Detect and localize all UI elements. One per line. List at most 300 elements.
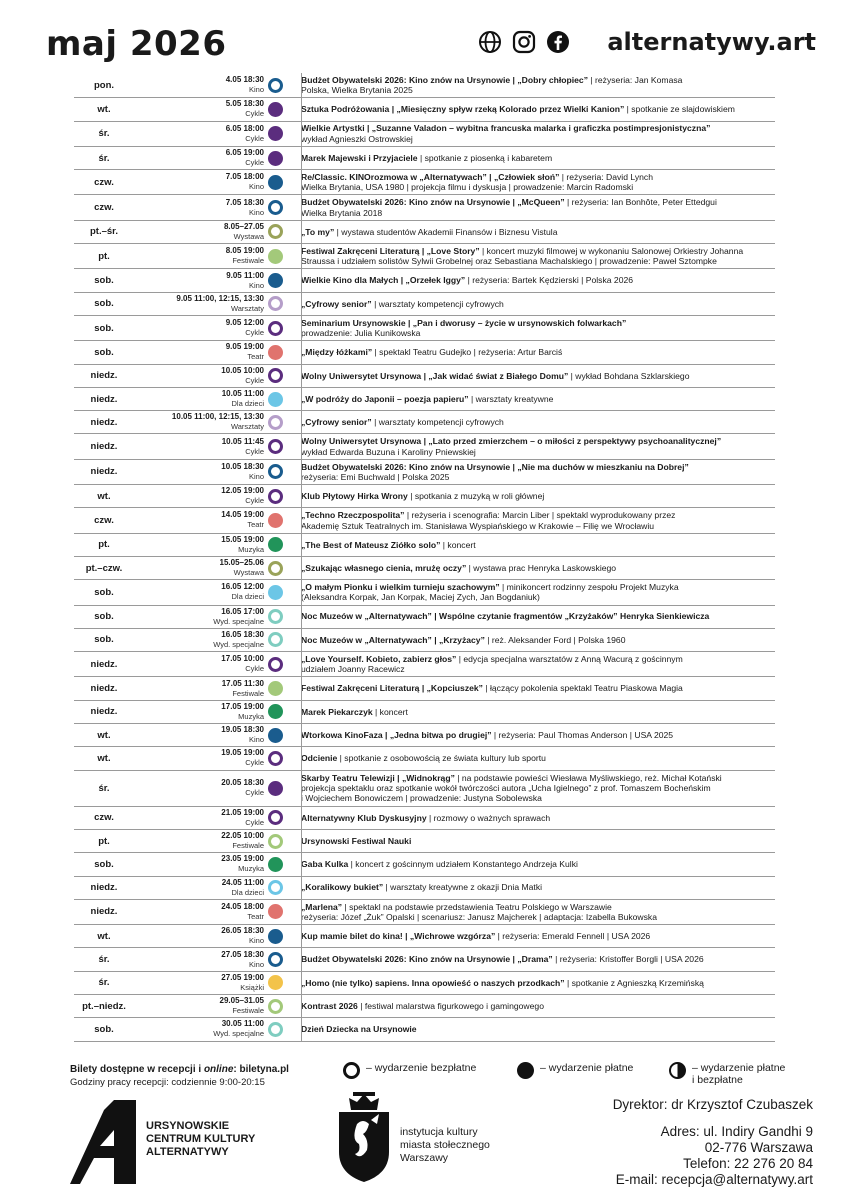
event-datetime bbox=[134, 996, 268, 1016]
tickets-prefix: Bilety dostępne w recepcji i bbox=[70, 1064, 204, 1075]
event-date: 7.05 18:00 bbox=[225, 172, 264, 182]
event-day: śr. bbox=[98, 782, 110, 794]
row-divider bbox=[301, 557, 302, 579]
event-title: Festiwal Zakręceni Literaturą | „Love Story” bbox=[301, 245, 480, 256]
event-details-line2: wykład Agnieszki Ostrowskiej bbox=[301, 133, 413, 144]
event-description bbox=[291, 580, 775, 605]
event-date: 12.05 19:00 bbox=[221, 486, 264, 496]
free-event-icon bbox=[268, 880, 283, 895]
row-divider bbox=[301, 580, 302, 604]
event-date: 6.05 19:00 bbox=[225, 148, 264, 158]
event-description bbox=[291, 952, 775, 966]
event-title: „The Best of Mateusz Ziółko solo” bbox=[301, 539, 441, 550]
row-divider bbox=[301, 677, 302, 699]
event-date: 10.05 10:00 bbox=[221, 365, 264, 375]
row-divider bbox=[301, 771, 302, 806]
instagram-icon[interactable] bbox=[512, 30, 536, 54]
event-row bbox=[74, 925, 775, 948]
event-details: | reż. Aleksander Ford | Polska 1960 bbox=[484, 634, 626, 645]
event-row bbox=[74, 701, 775, 724]
event-row bbox=[74, 807, 775, 830]
event-details: | reżyseria: Jan Komasa bbox=[588, 74, 683, 85]
paid-event-icon bbox=[268, 126, 283, 141]
event-row bbox=[74, 147, 775, 170]
email[interactable]: E-mail: recepcja@alternatywy.art bbox=[615, 1172, 813, 1187]
event-category: Kino bbox=[248, 182, 264, 192]
event-row bbox=[74, 853, 775, 876]
event-datetime bbox=[134, 725, 268, 745]
event-title: Kup mamie bilet do kina! | „Wichrowe wzgórza” bbox=[301, 931, 496, 942]
event-datetime bbox=[134, 246, 268, 266]
event-row bbox=[74, 195, 775, 220]
event-description bbox=[291, 434, 775, 459]
event-datetime bbox=[134, 808, 268, 828]
event-details: | warsztaty kompetencji cyfrowych bbox=[371, 417, 504, 428]
event-description bbox=[291, 102, 775, 116]
event-title: Ursynowski Festiwal Nauki bbox=[301, 835, 412, 846]
event-day: śr. bbox=[98, 977, 110, 989]
event-category: Kino bbox=[248, 280, 264, 290]
event-details: | łączący pokolenia spektakl Teatru Piaskowa Magia bbox=[482, 683, 683, 694]
event-date: 22.05 10:00 bbox=[221, 831, 264, 841]
event-description bbox=[291, 244, 775, 269]
legend-paid-label: – wydarzenie płatne bbox=[540, 1062, 634, 1074]
event-datetime bbox=[134, 902, 268, 922]
free-event-icon bbox=[268, 224, 283, 239]
event-category: Cykle bbox=[245, 446, 264, 456]
event-datetime bbox=[134, 950, 268, 970]
event-category: Wystawa bbox=[233, 568, 264, 578]
event-datetime bbox=[134, 582, 268, 602]
event-date: 17.05 11:30 bbox=[221, 678, 264, 688]
event-datetime bbox=[134, 389, 268, 409]
event-details-line2: Wielka Brytania, USA 1980 | projekcja filmu i dyskusja | prowadzenie: Marcin Radomski bbox=[301, 182, 634, 193]
event-category: Muzyka bbox=[238, 711, 264, 721]
event-details: | spotkanie z piosenką i kabaretem bbox=[417, 152, 553, 163]
event-datetime bbox=[134, 510, 268, 530]
event-description bbox=[291, 273, 775, 287]
event-category: Kino bbox=[248, 85, 264, 95]
row-divider bbox=[301, 411, 302, 433]
paid-event-icon bbox=[268, 585, 283, 600]
event-details: | spotkanie z osobowością ze świata kultury lub sportu bbox=[337, 753, 546, 764]
event-category: Cykle bbox=[245, 788, 264, 798]
event-description bbox=[291, 705, 775, 719]
row-divider bbox=[301, 365, 302, 387]
event-category: Muzyka bbox=[238, 544, 264, 554]
event-description bbox=[291, 728, 775, 742]
free-event-icon bbox=[268, 609, 283, 624]
warsaw-crest-icon bbox=[335, 1090, 393, 1182]
event-datetime bbox=[134, 748, 268, 768]
paid-event-icon bbox=[517, 1062, 534, 1079]
event-title: Skarby Teatru Telewizji | „Widnokrąg” bbox=[301, 772, 455, 783]
event-category: Kino bbox=[248, 207, 264, 217]
row-divider bbox=[301, 195, 302, 219]
event-day: śr. bbox=[98, 152, 110, 164]
event-description bbox=[291, 508, 775, 533]
event-datetime bbox=[134, 412, 268, 432]
event-date: 27.05 19:00 bbox=[221, 972, 264, 982]
event-day: sob. bbox=[94, 1023, 114, 1035]
event-category: Cykle bbox=[245, 133, 264, 143]
event-day: czw. bbox=[94, 514, 114, 526]
row-divider bbox=[301, 995, 302, 1017]
event-row bbox=[74, 948, 775, 971]
event-category: Wyd. specjalne bbox=[213, 616, 264, 626]
event-day: czw. bbox=[94, 176, 114, 188]
free-event-icon bbox=[268, 368, 283, 383]
event-datetime bbox=[134, 198, 268, 218]
event-title: „To my” bbox=[301, 226, 335, 237]
event-title: Budżet Obywatelski 2026: Kino znów na Ursynowie | „Dobry chłopiec” bbox=[301, 74, 589, 85]
event-title: Budżet Obywatelski 2026: Kino znów na Ursynowie | „Nie ma duchów w mieszkaniu na Dobrej” bbox=[301, 461, 689, 472]
event-title: „Love Yourself. Kobieto, zabierz głos” bbox=[301, 653, 457, 664]
event-day: niedz. bbox=[90, 416, 118, 428]
event-day: sob. bbox=[94, 586, 114, 598]
director: Dyrektor: dr Krzysztof Czubaszek bbox=[612, 1097, 813, 1112]
event-date: 23.05 19:00 bbox=[221, 854, 264, 864]
event-row bbox=[74, 269, 775, 292]
event-datetime bbox=[134, 486, 268, 506]
event-date: 15.05 19:00 bbox=[221, 534, 264, 544]
address-city: 02-776 Warszawa bbox=[704, 1140, 813, 1155]
address-street: Adres: ul. Indiry Gandhi 9 bbox=[660, 1124, 813, 1139]
event-category: Dla dzieci bbox=[231, 399, 264, 408]
event-details: | spektakl Teatru Gudejko | reżyseria: Artur Barciś bbox=[372, 347, 563, 358]
event-datetime bbox=[134, 630, 268, 650]
event-category: Wyd. specjalne bbox=[213, 1029, 264, 1039]
event-details: | reżyseria: David Lynch bbox=[559, 171, 653, 182]
event-description bbox=[291, 225, 775, 239]
free-event-icon bbox=[343, 1062, 360, 1079]
row-divider bbox=[301, 724, 302, 746]
row-divider bbox=[301, 900, 302, 924]
event-datetime bbox=[134, 75, 268, 95]
event-date: 10.05 11:45 bbox=[221, 436, 264, 446]
event-title: Festiwal Zakręceni Literaturą | „Kopciuszek” bbox=[301, 683, 483, 694]
event-category: Festiwale bbox=[232, 256, 264, 266]
row-divider bbox=[301, 948, 302, 970]
event-date: 10.05 11:00 bbox=[221, 389, 264, 398]
event-description bbox=[291, 633, 775, 647]
event-category: Kino bbox=[248, 471, 264, 481]
tickets-link[interactable]: : biletyna.pl bbox=[233, 1064, 289, 1075]
event-title: Marek Majewski i Przyjaciele bbox=[301, 152, 418, 163]
event-description bbox=[291, 652, 775, 677]
event-row bbox=[74, 606, 775, 629]
event-title: „Homo (nie tylko) sapiens. Inna opowieść o naszych przodkach” bbox=[301, 977, 565, 988]
row-divider bbox=[301, 606, 302, 628]
event-details-line2: Akademię Sztuk Teatralnych im. Stanisława Wyspiańskiego w Krakowie – Filię we Wrocławiu bbox=[301, 520, 655, 531]
month-title: maj 2026 bbox=[46, 24, 227, 64]
facebook-icon[interactable] bbox=[546, 30, 570, 54]
event-day: wt. bbox=[97, 930, 111, 942]
event-date: 8.05–27.05 bbox=[223, 221, 264, 231]
event-row bbox=[74, 724, 775, 747]
event-title: „W podróży do Japonii – poezja papieru” bbox=[301, 393, 469, 404]
event-row bbox=[74, 244, 775, 269]
event-category: Cykle bbox=[245, 109, 264, 119]
event-row bbox=[74, 293, 775, 316]
event-row bbox=[74, 341, 775, 364]
event-row bbox=[74, 434, 775, 459]
event-details-line2: (Aleksandra Korpak, Jan Korpak, Maciej Zych, Jan Bogdaniuk) bbox=[301, 592, 540, 603]
event-category: Dla dzieci bbox=[231, 592, 264, 602]
event-date: 21.05 19:00 bbox=[221, 807, 264, 817]
row-divider bbox=[301, 98, 302, 120]
event-row bbox=[74, 652, 775, 677]
event-day: niedz. bbox=[90, 441, 118, 453]
event-category: Cykle bbox=[245, 375, 264, 385]
event-title: Klub Płytowy Hirka Wrony bbox=[301, 490, 408, 501]
event-title: „Techno Rzeczpospolita” bbox=[301, 510, 405, 521]
paid-event-icon bbox=[268, 929, 283, 944]
event-details: | reżyseria: Bartek Kędzierski | Polska 2026 bbox=[465, 275, 634, 286]
event-description bbox=[291, 811, 775, 825]
event-details: | reżyseria i scenografia: Marcin Liber | spektakl wyprodukowany przez bbox=[404, 510, 676, 521]
paid-event-icon bbox=[268, 681, 283, 696]
event-details: | wystawa prac Henryka Laskowskiego bbox=[466, 562, 617, 573]
event-description bbox=[291, 976, 775, 990]
event-category: Warsztaty bbox=[230, 422, 264, 432]
event-day: wt. bbox=[97, 729, 111, 741]
legend-free-label: – wydarzenie bezpłatne bbox=[366, 1062, 477, 1074]
row-divider bbox=[301, 1018, 302, 1040]
row-divider bbox=[301, 269, 302, 291]
event-details-line2: reżyseria: Józef „Żuk” Opalski | scenariusz: Janusz Majcherek | adaptacja: Izabella Bukowska bbox=[301, 911, 658, 922]
event-date: 14.05 19:00 bbox=[221, 510, 264, 520]
paid-event-icon bbox=[268, 728, 283, 743]
event-description bbox=[291, 929, 775, 943]
event-day: niedz. bbox=[90, 882, 118, 894]
event-day: pt.–niedz. bbox=[82, 1000, 126, 1012]
event-title: Gaba Kulka bbox=[301, 859, 349, 870]
event-title: Wtorkowa KinoFaza | „Jedna bitwa po drugiej” bbox=[301, 729, 492, 740]
paid-event-icon bbox=[268, 704, 283, 719]
event-details: | wykład Bohdana Szklarskiego bbox=[568, 370, 690, 381]
event-row bbox=[74, 1018, 775, 1041]
free-event-icon bbox=[268, 657, 283, 672]
event-row bbox=[74, 98, 775, 121]
event-description bbox=[291, 151, 775, 165]
event-day: sob. bbox=[94, 634, 114, 646]
event-details: | spotkanie z Agnieszką Krzemińską bbox=[564, 977, 704, 988]
event-date: 19.05 18:30 bbox=[221, 725, 264, 735]
event-category: Cykle bbox=[245, 158, 264, 168]
event-date: 19.05 19:00 bbox=[221, 748, 264, 758]
event-title: „Koralikowy bukiet” bbox=[301, 882, 384, 893]
paid-event-icon bbox=[268, 345, 283, 360]
paid-event-icon bbox=[268, 513, 283, 528]
event-datetime bbox=[134, 172, 268, 192]
row-divider bbox=[301, 244, 302, 268]
free-event-icon bbox=[268, 999, 283, 1014]
event-title: Wolny Uniwersytet Ursynowa | „Jak widać świat z Białego Domu” bbox=[301, 370, 569, 381]
event-row bbox=[74, 747, 775, 770]
event-day: wt. bbox=[97, 103, 111, 115]
row-divider bbox=[301, 221, 302, 243]
event-details: | festiwal malarstwa figurkowego i gamingowego bbox=[357, 1000, 544, 1011]
event-day: niedz. bbox=[90, 370, 118, 382]
event-day: niedz. bbox=[90, 393, 118, 405]
event-day: wt. bbox=[97, 490, 111, 502]
event-details: | spektakl na podstawie przedstawienia Teatru Polskiego w Warszawie bbox=[342, 901, 612, 912]
event-day: śr. bbox=[98, 954, 110, 966]
event-datetime bbox=[134, 702, 268, 722]
event-details-line2: reżyseria: Emi Buchwald | Polska 2025 bbox=[301, 471, 450, 482]
row-divider bbox=[301, 485, 302, 507]
event-day: pt.–czw. bbox=[85, 562, 123, 574]
event-category: Teatr bbox=[247, 352, 264, 362]
event-details: | warsztaty kreatywne z okazji Dnia Matki bbox=[383, 882, 543, 893]
event-description bbox=[291, 857, 775, 871]
event-title: Seminarium Ursynowskie | „Pan i dworusy – życie w ursynowskich folwarkach” bbox=[301, 317, 627, 328]
free-event-icon bbox=[268, 78, 283, 93]
paid-event-icon bbox=[268, 151, 283, 166]
event-day: sob. bbox=[94, 298, 114, 310]
event-date: 24.05 18:00 bbox=[221, 901, 264, 911]
event-date: 15.05–25.06 bbox=[219, 558, 264, 568]
event-row bbox=[74, 534, 775, 557]
event-date: 9.05 11:00 bbox=[226, 270, 264, 280]
event-row bbox=[74, 995, 775, 1018]
event-datetime bbox=[134, 462, 268, 482]
event-title: „Między łóżkami” bbox=[301, 347, 373, 358]
paid-event-icon bbox=[268, 781, 283, 796]
event-date: 16.05 18:30 bbox=[221, 629, 264, 639]
event-day: pt. bbox=[98, 835, 110, 847]
event-datetime bbox=[134, 558, 268, 578]
event-category: Cykle bbox=[245, 496, 264, 506]
event-day: śr. bbox=[98, 128, 110, 140]
ucka-logo-icon bbox=[70, 1100, 136, 1184]
row-divider bbox=[301, 147, 302, 169]
event-details-line2: wykład Edwarda Buzuna i Karoliny Pniewskiej bbox=[301, 446, 476, 457]
event-date: 30.05 11:00 bbox=[221, 1019, 264, 1029]
event-details-line2: prowadzenie: Julia Kunikowska bbox=[301, 328, 421, 339]
institution-note: instytucja kultury miasta stołecznego Warszawy bbox=[400, 1126, 490, 1164]
event-date: 20.05 18:30 bbox=[221, 778, 264, 788]
event-details: | edycja specjalna warsztatów z Anną Wacurą z gościnnym bbox=[456, 653, 683, 664]
free-event-icon bbox=[268, 200, 283, 215]
event-date: 9.05 11:00, 12:15, 13:30 bbox=[176, 293, 264, 303]
event-category: Kino bbox=[248, 735, 264, 745]
event-category: Wystawa bbox=[233, 231, 264, 241]
row-divider bbox=[301, 747, 302, 769]
event-datetime bbox=[134, 654, 268, 674]
event-date: 29.05–31.05 bbox=[219, 996, 264, 1006]
event-details: | reżyseria: Kristoffer Borgli | USA 2026 bbox=[552, 954, 704, 965]
event-title: Wielkie Artystki | „Suzanne Valadon – wybitna francuska malarka i graficzka postimpresjonistyczna” bbox=[301, 123, 711, 134]
event-date: 5.05 18:30 bbox=[225, 99, 264, 109]
ticket-info bbox=[70, 1064, 289, 1088]
event-title: Noc Muzeów w „Alternatywach” | „Krzyżacy” bbox=[301, 634, 485, 645]
event-row bbox=[74, 388, 775, 411]
mixed-event-icon bbox=[669, 1062, 686, 1079]
event-row bbox=[74, 170, 775, 195]
row-divider bbox=[301, 122, 302, 146]
event-category: Warsztaty bbox=[230, 303, 264, 313]
event-title: „Szukając własnego cienia, mrużę oczy” bbox=[301, 562, 467, 573]
event-category: Wyd. specjalne bbox=[213, 639, 264, 649]
event-title: Marek Piekarczyk bbox=[301, 706, 373, 717]
event-date: 9.05 12:00 bbox=[225, 318, 264, 328]
paid-event-icon bbox=[268, 249, 283, 264]
event-title: Re/Classic. KINOrozmowa w „Alternatywach” | „Człowiek słoń” bbox=[301, 171, 560, 182]
free-event-icon bbox=[268, 810, 283, 825]
event-details: | koncert bbox=[440, 539, 476, 550]
row-divider bbox=[301, 316, 302, 340]
event-details: | koncert muzyki filmowej w wykonaniu Salonowej Orkiestry Johanna bbox=[479, 245, 744, 256]
event-date: 17.05 10:00 bbox=[221, 654, 264, 664]
event-description bbox=[291, 771, 775, 806]
event-date: 6.05 18:00 bbox=[225, 123, 264, 133]
paid-event-icon bbox=[268, 904, 283, 919]
event-category: Książki bbox=[240, 982, 264, 992]
event-row bbox=[74, 508, 775, 533]
paid-event-icon bbox=[268, 857, 283, 872]
row-divider bbox=[301, 925, 302, 947]
event-row bbox=[74, 411, 775, 434]
event-title: „O małym Pionku i wielkim turnieju szachowym” bbox=[301, 581, 500, 592]
event-date: 17.05 19:00 bbox=[221, 701, 264, 711]
free-event-icon bbox=[268, 489, 283, 504]
event-description bbox=[291, 316, 775, 341]
event-description bbox=[291, 538, 775, 552]
event-datetime bbox=[134, 973, 268, 993]
row-divider bbox=[301, 434, 302, 458]
event-description bbox=[291, 460, 775, 485]
event-details: | koncert z gościnnym udziałem Konstantego Andrzeja Kulki bbox=[348, 859, 578, 870]
event-category: Cykle bbox=[245, 817, 264, 827]
event-row bbox=[74, 316, 775, 341]
event-category: Festiwale bbox=[232, 688, 264, 698]
event-date: 8.05 19:00 bbox=[225, 246, 264, 256]
event-datetime bbox=[134, 679, 268, 699]
event-datetime bbox=[134, 148, 268, 168]
globe-icon[interactable] bbox=[478, 30, 502, 54]
event-datetime bbox=[134, 271, 268, 291]
event-day: pt. bbox=[98, 539, 110, 551]
row-divider bbox=[301, 170, 302, 194]
legend-paid bbox=[517, 1062, 633, 1079]
event-details-line2: Polska, Wielka Brytania 2025 bbox=[301, 85, 413, 96]
event-date: 9.05 19:00 bbox=[225, 342, 264, 352]
event-category: Kino bbox=[248, 936, 264, 946]
row-divider bbox=[301, 972, 302, 994]
event-list bbox=[74, 73, 775, 1042]
event-category: Dla dzieci bbox=[231, 887, 264, 897]
event-datetime bbox=[134, 437, 268, 457]
free-event-icon bbox=[268, 561, 283, 576]
event-details: | minikoncert rodzinny zespołu Projekt Muzyka bbox=[499, 581, 679, 592]
event-description bbox=[291, 681, 775, 695]
website-link[interactable]: alternatywy.art bbox=[607, 28, 816, 56]
event-details: | spotkanie ze slajdowiskiem bbox=[624, 104, 735, 115]
event-date: 16.05 12:00 bbox=[221, 582, 264, 592]
event-category: Festiwale bbox=[232, 841, 264, 851]
event-description bbox=[291, 345, 775, 359]
event-date: 26.05 18:30 bbox=[221, 926, 264, 936]
paid-event-icon bbox=[268, 392, 283, 407]
org-name: URSYNOWSKIE CENTRUM KULTURY ALTERNATYWY bbox=[146, 1120, 256, 1158]
event-details: | reżyseria: Emerald Fennell | USA 2026 bbox=[495, 931, 651, 942]
event-row bbox=[74, 73, 775, 98]
event-day: pon. bbox=[93, 79, 115, 91]
event-datetime bbox=[134, 99, 268, 119]
event-details-line2: projekcja spektaklu oraz spotkanie wokół twórczości autora „Ucha Igielnego” z prof. Tomaszem Bocheńskim bbox=[301, 782, 711, 793]
